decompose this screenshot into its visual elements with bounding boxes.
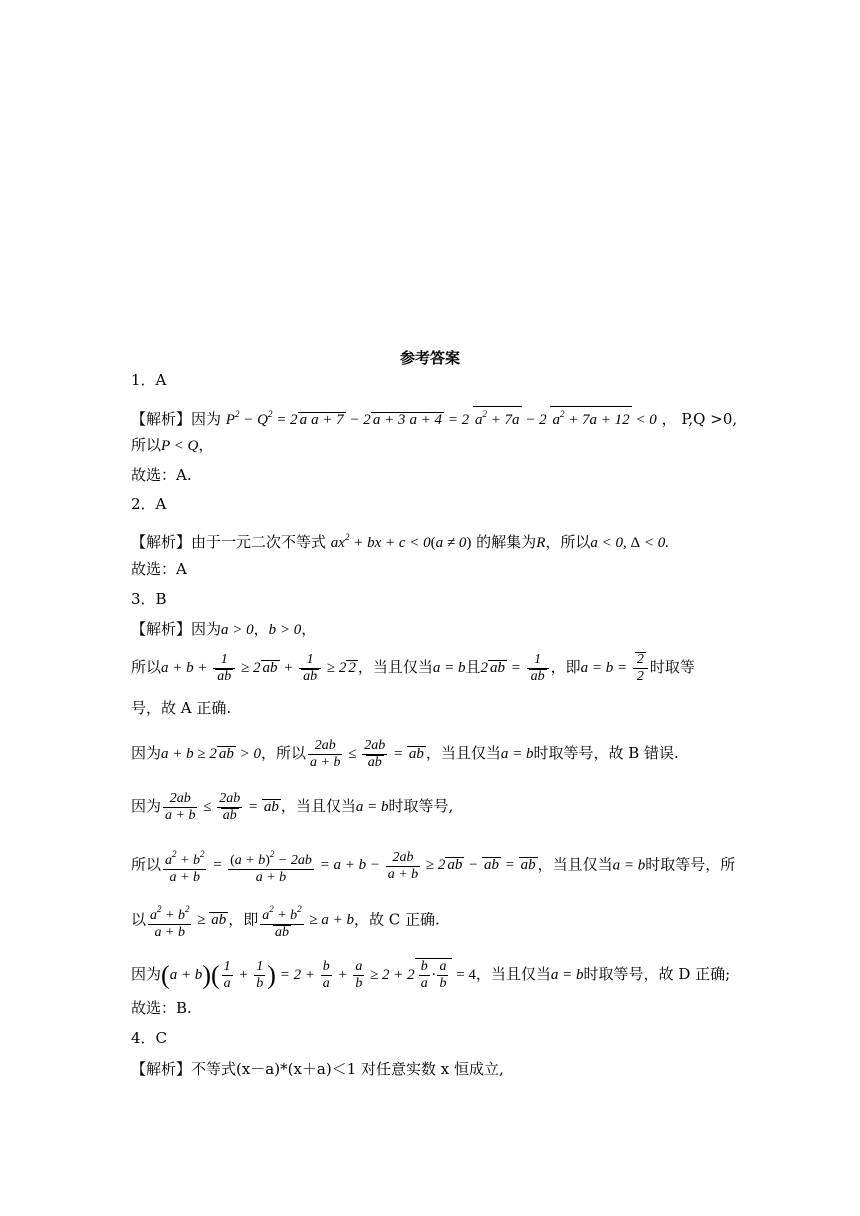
formula: $\frac{a^2 + b^2}{a + b}$ = $\frac{(a + b)^2 - 2ab}{a + b}$ = a + b − $\frac{2ab}{a + b}$ ≥ 2 ab − ab = ab — [161, 857, 538, 873]
formula: $\frac{2ab}{a + b}$ ≤ $\frac{2ab}{ab}$ = ab — [165, 791, 279, 823]
text: ，故 C 正确. — [354, 910, 440, 929]
text: ，当且仅当 — [280, 796, 356, 815]
explanation-2 — [131, 527, 669, 553]
text: 时取等号，故 B 错误. — [533, 743, 679, 762]
explanation-3: 【解析】因为a > 0，b > 0， — [131, 620, 317, 638]
text: 时取等 — [649, 657, 695, 676]
answer-2: 2．A — [131, 495, 167, 513]
text: ，当且仅当 — [425, 743, 501, 762]
step-3a-cont: 号，故 A 正确. — [131, 699, 232, 717]
text: ，所以 — [261, 743, 307, 762]
explanation-label: 【解析】因为 — [131, 410, 222, 428]
so-text: 所以 — [131, 436, 162, 454]
text: 时取等号, — [388, 796, 454, 815]
formula: 2 ab = $\frac{1}{ab}$ — [481, 660, 551, 676]
text: ，当且仅当 — [537, 855, 613, 874]
step-3d-cont — [131, 901, 440, 941]
text: 以 — [131, 910, 147, 929]
formula: a + b ≥ 2 ab > 0 — [161, 745, 261, 762]
doc-title: 参考答案 — [399, 349, 460, 367]
choice-3: 故选：B. — [131, 999, 192, 1017]
text: ，当且仅当 — [357, 657, 433, 676]
formula: a = b — [432, 659, 466, 676]
step-3b — [131, 738, 679, 771]
text: 因为 — [131, 964, 162, 983]
text: ，所以 — [545, 533, 591, 551]
formula: $\frac{2ab}{a + b}$ ≤ $\frac{2ab}{ab}$ = ab — [310, 738, 424, 770]
text: ，即 — [228, 910, 259, 929]
choice-1: 故选：A. — [131, 466, 192, 484]
text: 的解集为 — [476, 533, 537, 551]
formula: R — [536, 535, 546, 551]
formula: b > 0 — [268, 622, 302, 638]
formula: a > 0 — [221, 622, 254, 638]
text: 所以 — [131, 855, 162, 874]
text: 时取等号，所 — [645, 855, 736, 874]
explanation-label: 【解析】由于一元二次不等式 — [131, 533, 327, 551]
step-3d — [131, 846, 735, 886]
formula: a = b = $\frac{2}{2}$ — [581, 660, 650, 676]
step-3c — [131, 791, 453, 824]
formula: a + b + $\frac{1}{ab}$ ≥ 2 ab + $\frac{1}{ab}$ ≥ 2 2 — [161, 652, 356, 684]
answer-4: 4．C — [131, 1029, 168, 1047]
text: 因为 — [131, 743, 162, 762]
formula: a = b — [550, 966, 584, 983]
text: 时取等号，故 D 正确; — [583, 964, 731, 983]
formula: $P^2 - Q^2 = 2$ a a + 7 − 2 a + 3 a + 4 = 2 $a^2 + 7a - 2$ $a^2 + 7a + 12 < 0$ — [226, 412, 657, 428]
step-3a — [131, 652, 695, 685]
text: 因为 — [131, 796, 162, 815]
condition-text: ， P,Q >0, — [661, 410, 738, 428]
explanation-4: 【解析】不等式(x－a)*(x＋a)＜1 对任意实数 x 恒成立, — [131, 1060, 504, 1078]
formula: $ax^2$ + bx + c < 0(a ≠ 0) — [330, 532, 472, 551]
answer-3: 3．B — [131, 590, 167, 608]
answer-1: 1．A — [131, 371, 167, 389]
explanation-label: 【解析】因为 — [131, 620, 222, 638]
choice-2: 故选：A — [131, 560, 187, 578]
step-3e — [131, 958, 730, 992]
text: 所以 — [131, 657, 162, 676]
formula: a = b — [612, 857, 646, 874]
conclusion-1: 所以P < Q， — [131, 436, 214, 454]
formula: a = b — [500, 745, 534, 762]
formula: a < 0, Δ < 0. — [590, 535, 670, 551]
formula: $\frac{a^2 + b^2}{a + b}$ ≥ ab — [146, 912, 228, 928]
formula: a = b — [355, 798, 389, 815]
text: ，当且仅当 — [475, 964, 551, 983]
explanation-1 — [131, 404, 737, 430]
formula: (a + b)( $\frac{1}{a}$ + $\frac{1}{b}$ ) = 2 + $\frac{b}{a}$ + $\frac{a}{b}$ ≥ 2 + 2 $\frac{b}{a}$ · $\frac{a}{b}$ = 4 — [161, 959, 476, 991]
formula: $\frac{a^2 + b^2}{ab}$ ≥ a + b — [258, 912, 354, 928]
text: ，即 — [550, 657, 581, 676]
text: 且 — [465, 657, 481, 676]
formula: P < Q — [161, 438, 199, 454]
